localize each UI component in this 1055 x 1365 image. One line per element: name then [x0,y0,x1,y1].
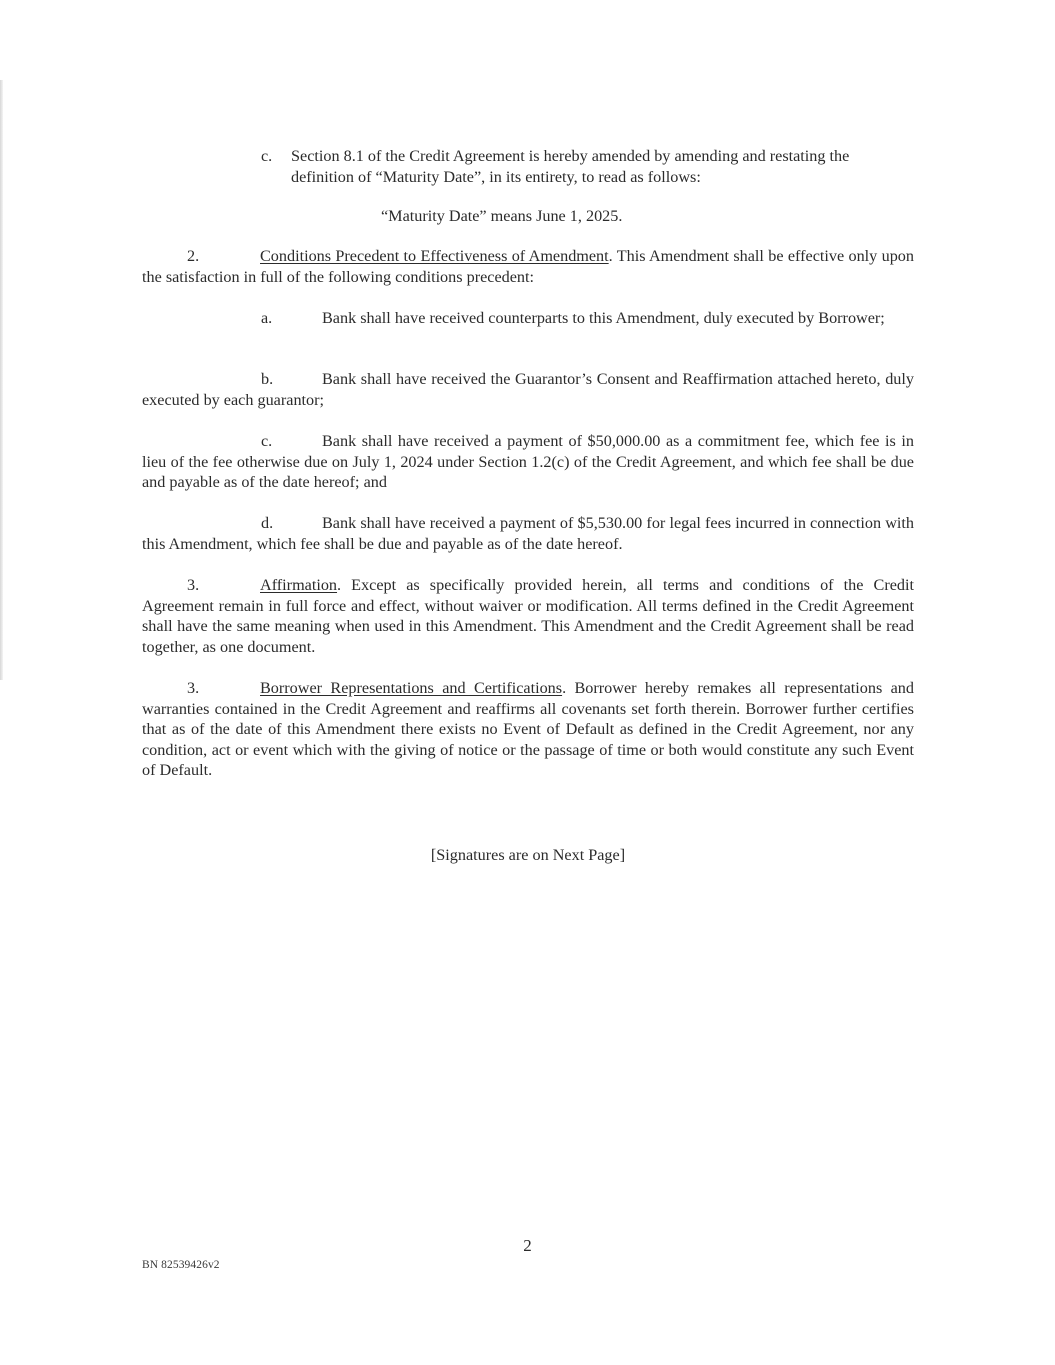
condition-text: Bank shall have received a payment of $50,000.00 as a commitment fee, which fee is in lieu of the fee otherwise due on July 1, 2024 under Section 1.2(c) of the Credit Agreement, and which fee shall be due and payable as of the date hereof; and [142,432,914,491]
section-text: . This Amendment shall be effective only upon the satisfaction in full of the following conditions precedent: [142,247,914,286]
condition-label: b. [261,370,274,388]
condition-text: Bank shall have received a payment of $5,530.00 for legal fees incurred in connection with this Amendment, which fee shall be due and payable as of the date hereof. [142,514,914,553]
condition-label: c. [261,432,273,450]
section-heading: Borrower Representations and Certifications [260,679,563,697]
condition-text: Bank shall have received counterparts to this Amendment, duly executed by Borrower; [322,309,885,327]
section-heading: Conditions Precedent to Effectiveness of Amendment [260,247,609,265]
document-id: BN 82539426v2 [142,1259,220,1271]
condition-d [142,513,914,554]
item-text: Section 8.1 of the Credit Agreement is hereby amended by amending and restating the definition of “Maturity Date”, in its entirety, to read as follows: [291,147,850,186]
section-2 [142,246,914,287]
condition-label: d. [261,514,274,532]
condition-b [142,369,914,410]
condition-text: Bank shall have received the Guarantor’s Consent and Reaffirmation attached hereto, duly executed by each guarantor; [142,370,914,409]
section-number: 3. [187,576,200,594]
section-3-affirmation [142,575,914,657]
section-3-borrower-representations [142,678,914,781]
section-number: 2. [187,247,200,265]
section-number: 3. [187,679,200,697]
section-text: . Borrower hereby remakes all representations and warranties contained in the Credit Agreement and reaffirms all covenants set forth therein. Borrower further certifies that as of the date of this Amendment there exists no Event of Default as defined in the Credit Agreement, nor any condition, act or event which with the giving of notice or the passage of time or both would constitute any such Event of Default. [142,679,914,779]
condition-c [142,431,914,493]
section-text: . Except as specifically provided herein, all terms and conditions of the Credit Agreement remain in full force and effect, without waiver or modification. All terms defined in the Credit Agreement shall have the same meaning when used in this Amendment. This Amendment and the Credit Agreement shall be read together, as one document. [142,576,914,656]
signature-note: [Signatures are on Next Page] [430,846,626,864]
condition-a [142,308,914,329]
item-label: c. [261,147,273,165]
page-number: 2 [523,1236,532,1255]
condition-label: a. [261,309,273,327]
maturity-date-definition: “Maturity Date” means June 1, 2025. [381,207,623,225]
section-heading: Affirmation [260,576,338,594]
item-1c [261,146,914,187]
